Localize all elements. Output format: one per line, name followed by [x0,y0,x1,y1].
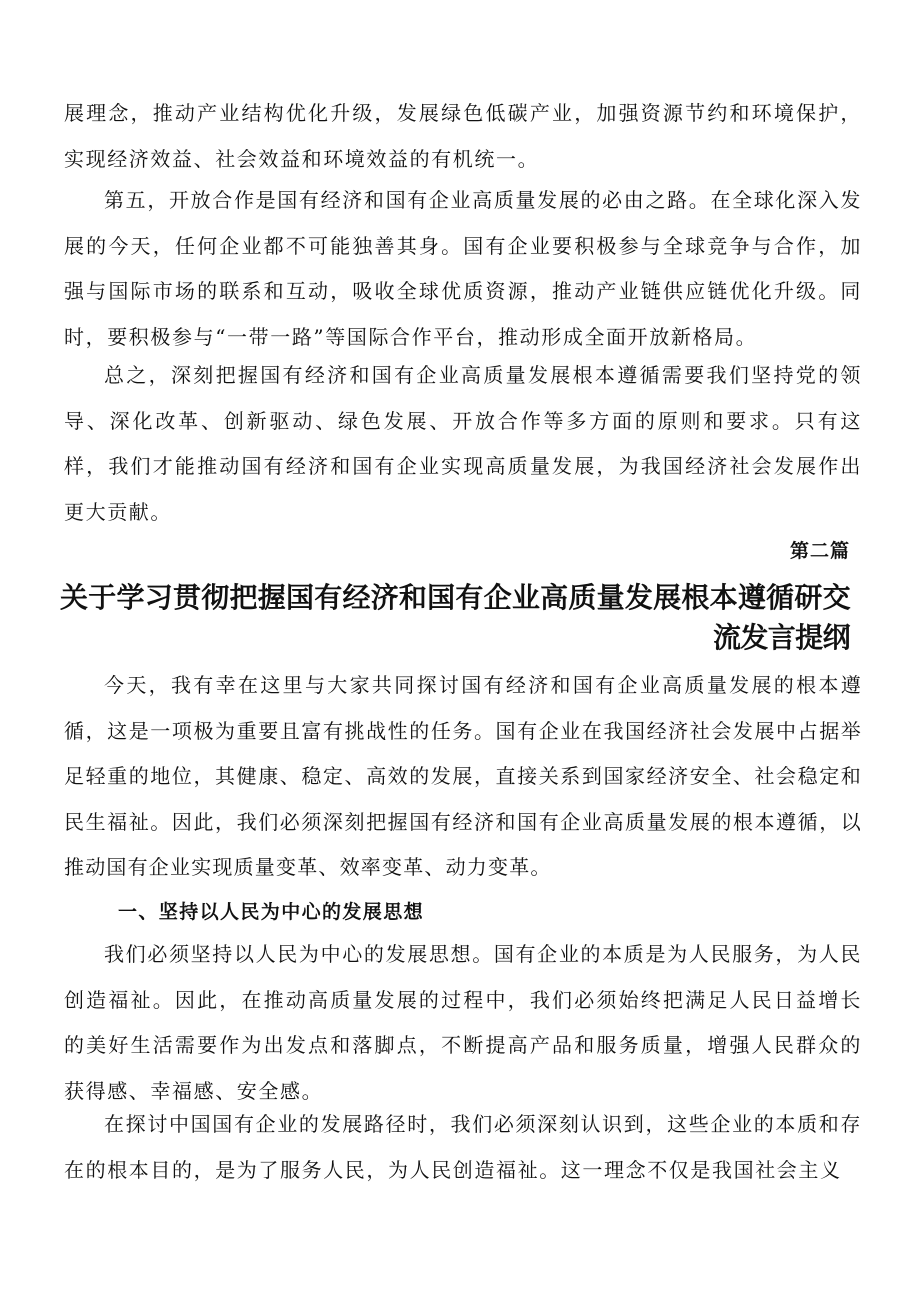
paragraph-intro: 今天，我有幸在这里与大家共同探讨国有经济和国有企业高质量发展的根本遵循，这是一项极为重要且富有挑战性的任务。国有企业在我国经济社会发展中占据举足轻重的地位，其健康、稳定、高效的发展，直接关系到国家经济安全、社会稳定和民生福祉。因此，我们必须深刻把握国有经济和国有企业高质量发展的根本遵循，以推动国有企业实现质量变革、效率变革、动力变革。 [64,673,862,880]
paragraph-ecology-continuation: 展理念，推动产业结构优化升级，发展绿色低碳产业，加强资源节约和环境保护，实现经济效益、社会效益和环境效益的有机统一。 [64,101,862,171]
paragraph-summary: 总之，深刻把握国有经济和国有企业高质量发展根本遵循需要我们坚持党的领导、深化改革、创新驱动、绿色发展、开放合作等多方面的原则和要求。只有这样，我们才能推动国有经济和国有企业实现高质量发展，为我国经济社会发展作出更大贡献。 [64,363,862,524]
article-title: 关于学习贯彻把握国有经济和国有企业高质量发展根本遵循研交流发言提纲 [60,581,850,654]
paragraph-people-centered: 我们必须坚持以人民为中心的发展思想。国有企业的本质是为人民服务，为人民创造福祉。因此，在推动高质量发展的过程中，我们必须始终把满足人民日益增长的美好生活需要作为出发点和落脚点，不断提高产品和服务质量，增强人民群众的获得感、幸福感、安全感。 [64,942,862,1103]
paragraph-fifth-openness: 第五，开放合作是国有经济和国有企业高质量发展的必由之路。在全球化深入发展的今天，任何企业都不可能独善其身。国有企业要积极参与全球竞争与合作，加强与国际市场的联系和互动，吸收全球优质资源，推动产业链供应链优化升级。同时，要积极参与“一带一路”等国际合作平台，推动形成全面开放新格局。 [64,188,862,349]
section-heading-people-centered: 一、坚持以人民为中心的发展思想 [118,901,425,923]
paragraph-development-path: 在探讨中国国有企业的发展路径时，我们必须深刻认识到，这些企业的本质和存在的根本目的，是为了服务人民，为人民创造福祉。这一理念不仅是我国社会主义 [64,1112,862,1182]
section-label: 第二篇 [789,540,850,562]
